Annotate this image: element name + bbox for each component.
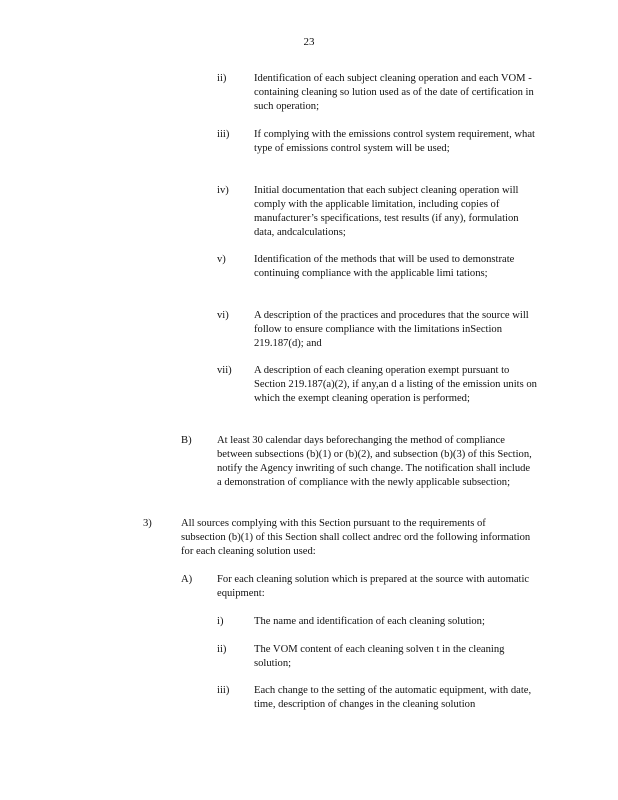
item-label: A) bbox=[181, 574, 193, 585]
item-label: ii) bbox=[217, 73, 227, 84]
item-text: The VOM content of each cleaning solven t in the cleaning solution; bbox=[254, 644, 505, 669]
item-text: If complying with the emissions control system requirement, what type of emissions control system will be used; bbox=[254, 129, 535, 154]
item-text: Each change to the setting of the automatic equipment, with date, time, description of changes in the cleaning solution bbox=[254, 685, 532, 710]
item-text: At least 30 calendar days beforechanging the method of compliance between subsections (b)(1) or (b)(2), and subsection (b)(3) of this Section, notify the Agency inwriting of such change. The notification shall include a demonstration of compliance with the newly applicable subsection; bbox=[217, 435, 532, 488]
page-number: 23 bbox=[303, 36, 315, 48]
item-text: All sources complying with this Section pursuant to the requirements of subsection (b)(1) of this Section shall collect andrec ord the following information for each cleaning solution used: bbox=[181, 518, 531, 557]
item-label: 3) bbox=[143, 518, 152, 529]
item-label: i) bbox=[217, 616, 224, 627]
item-label: v) bbox=[217, 254, 226, 265]
item-text: For each cleaning solution which is prepared at the source with automatic equipment: bbox=[217, 574, 530, 599]
item-label: ii) bbox=[217, 644, 227, 655]
item-label: B) bbox=[181, 435, 192, 446]
item-label: vi) bbox=[217, 310, 229, 321]
item-text: Identification of each subject cleaning operation and each VOM -containing cleaning so lution used as of the date of certification in such operation; bbox=[254, 73, 534, 112]
item-label: iii) bbox=[217, 685, 230, 696]
item-label: iv) bbox=[217, 185, 229, 196]
item-text: Identification of the methods that will be used to demonstrate continuing compliance with the applicable limi tations; bbox=[254, 254, 515, 279]
item-text: A description of each cleaning operation exempt pursuant to Section 219.187(a)(2), if any,an d a listing of the emission units on which the exempt cleaning operation is performed; bbox=[254, 365, 537, 404]
item-text: The name and identification of each cleaning solution; bbox=[254, 616, 485, 627]
item-text: Initial documentation that each subject cleaning operation will comply with the applicable limitation, including copies of manufacturer’s specifications, test results (if any), formulation data, andcalculations; bbox=[254, 185, 519, 238]
item-label: iii) bbox=[217, 129, 230, 140]
item-label: vii) bbox=[217, 365, 232, 376]
item-text: A description of the practices and procedures that the source will follow to ensure compliance with the limitations inSection 219.187(d); and bbox=[254, 310, 529, 349]
